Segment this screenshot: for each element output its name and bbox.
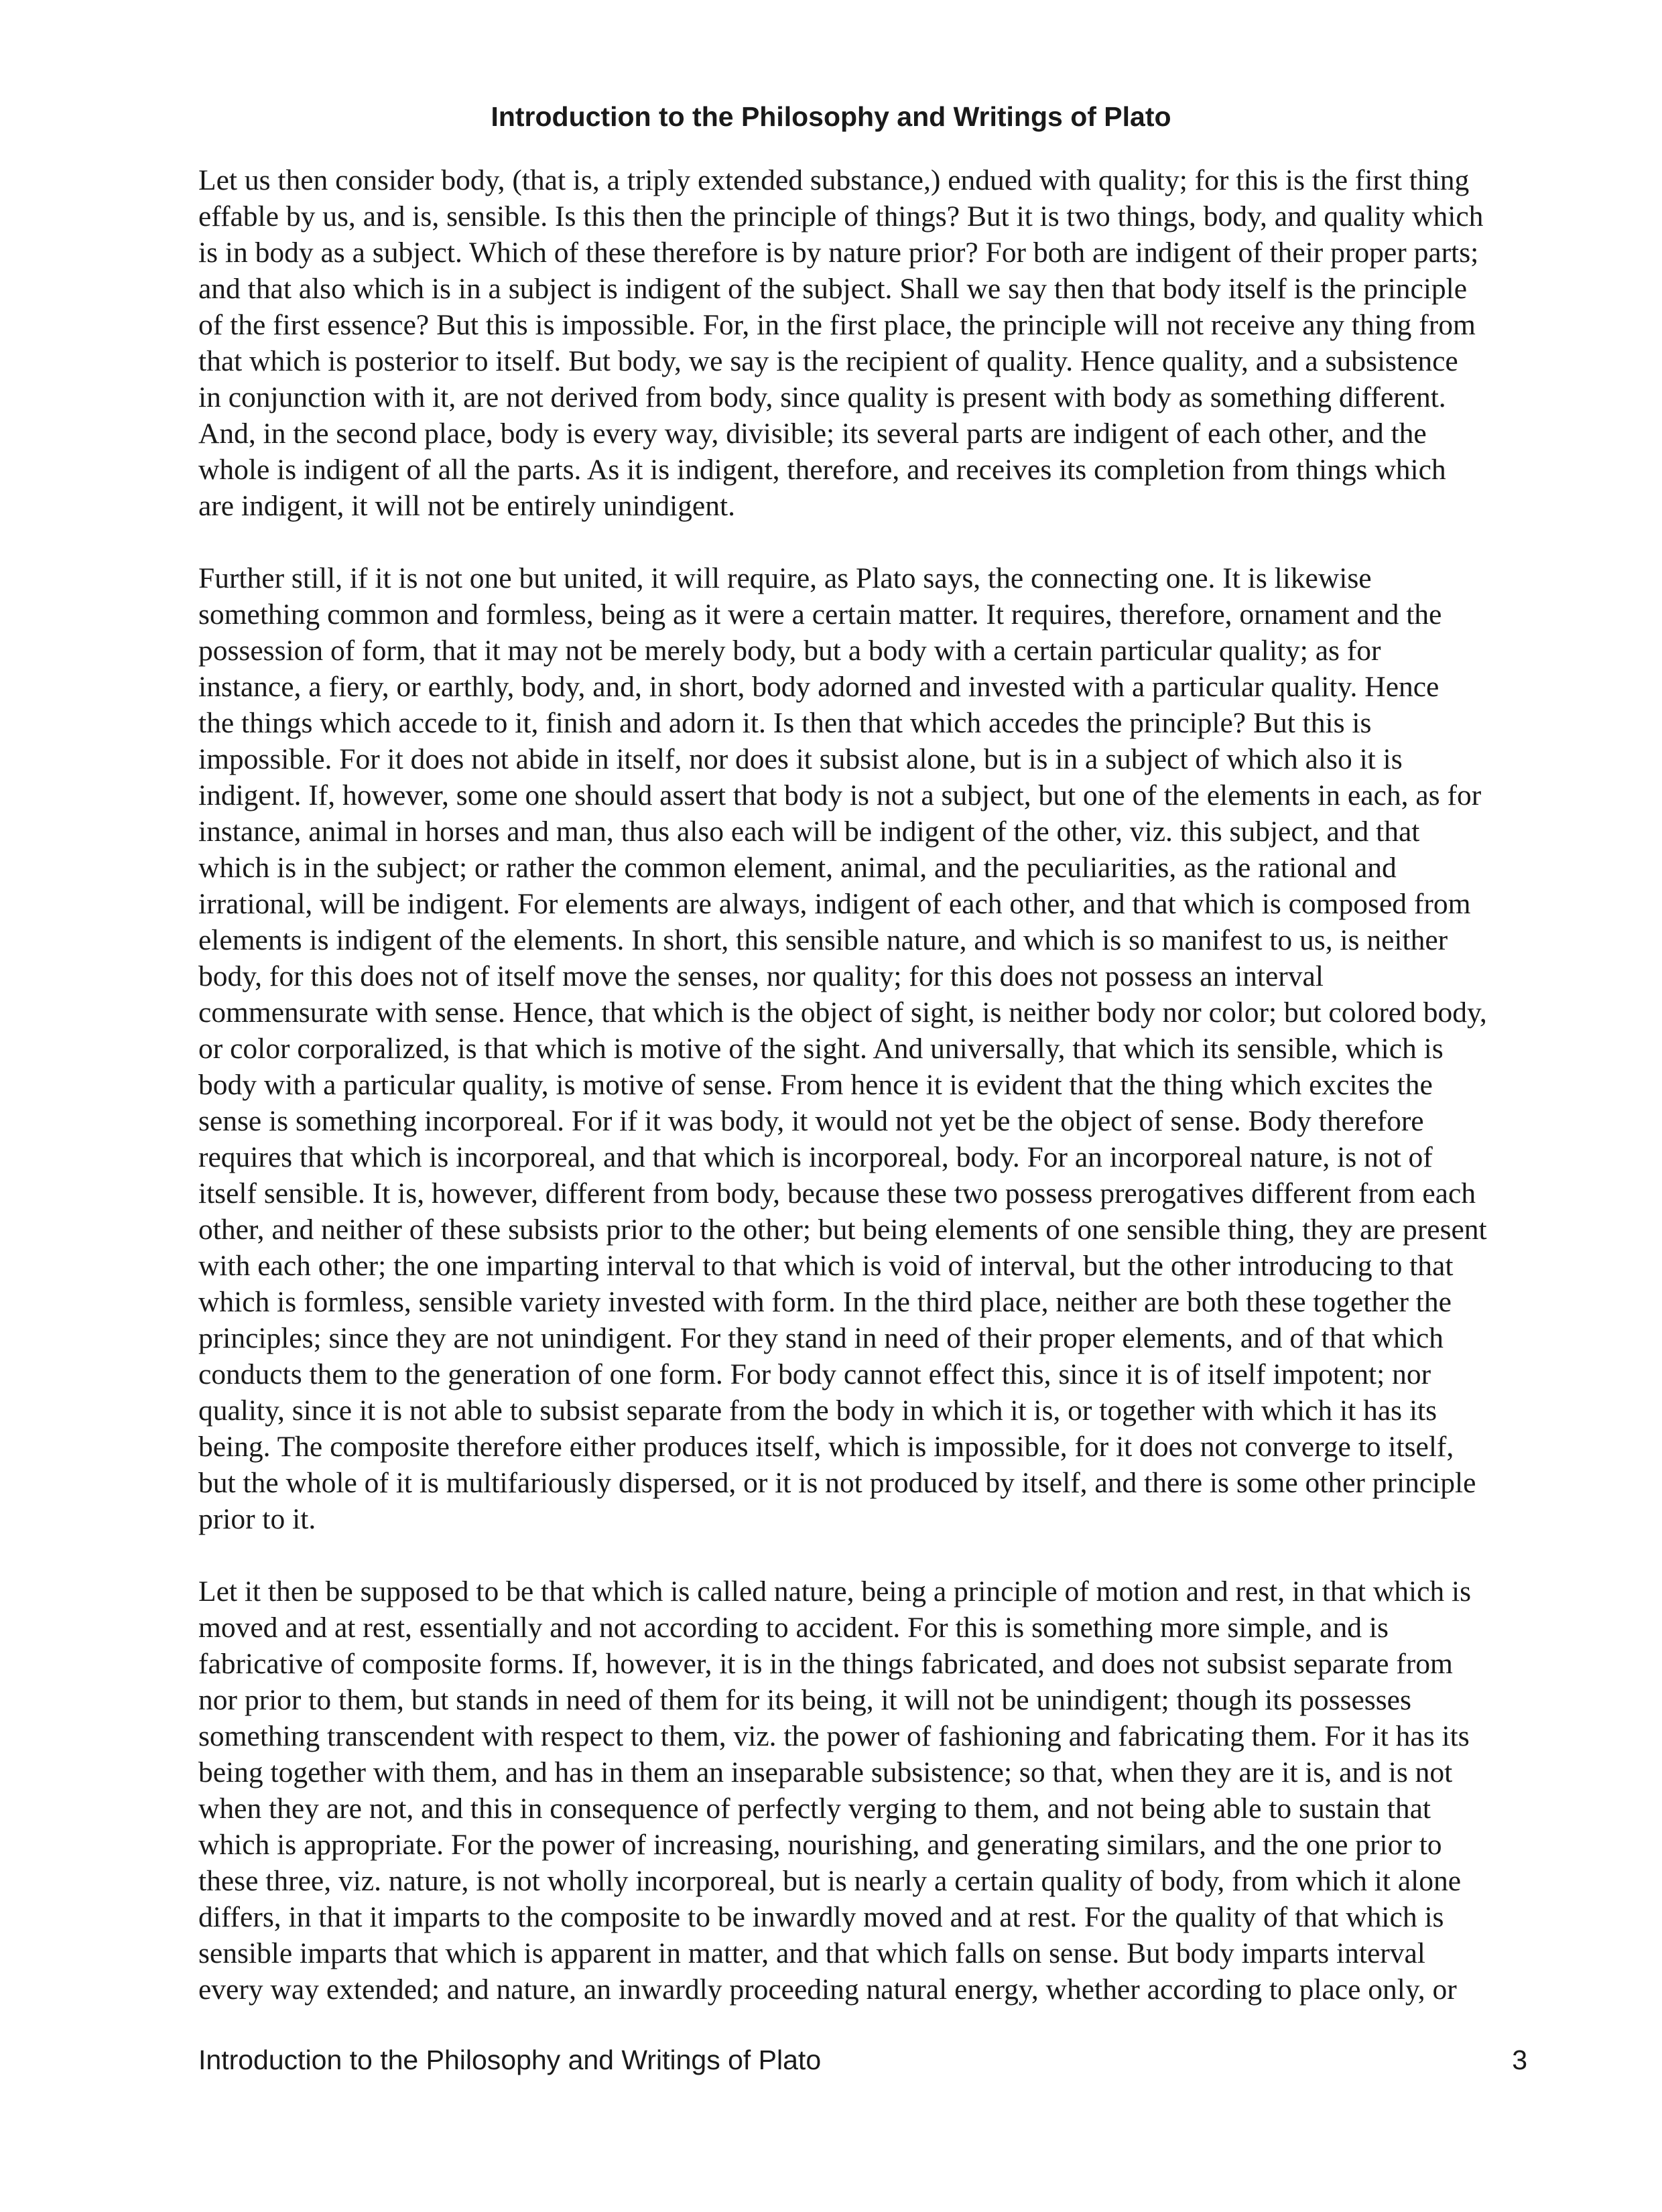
text-line: commensurate with sense. Hence, that which is the object of sight, is neither body nor color; but colored body, (198, 996, 1487, 1029)
text-line: itself sensible. It is, however, different from body, because these two possess prerogatives different from each (198, 1177, 1476, 1210)
text-line: other, and neither of these subsists prior to the other; but being elements of one sensible thing, they are present (198, 1214, 1487, 1246)
text-line: Further still, if it is not one but united, it will require, as Plato says, the connecting one. It is likewise (198, 562, 1372, 594)
text-line: sense is something incorporeal. For if it was body, it would not yet be the object of sense. Body therefore (198, 1105, 1424, 1137)
text-line: every way extended; and nature, an inwardly proceeding natural energy, whether according to place only, or (198, 1973, 1457, 2006)
text-line: elements is indigent of the elements. In short, this sensible nature, and which is so manifest to us, is neither (198, 924, 1448, 956)
text-line: sensible imparts that which is apparent in matter, and that which falls on sense. But body imparts interval (198, 1937, 1425, 1969)
text-line: fabricative of composite forms. If, however, it is in the things fabricated, and does not subsist separate from (198, 1648, 1453, 1680)
text-line: something common and formless, being as it were a certain matter. It requires, therefore, ornament and the (198, 598, 1442, 631)
text-line: body with a particular quality, is motive of sense. From hence it is evident that the thing which excites the (198, 1069, 1433, 1101)
text-line: being. The composite therefore either produces itself, which is impossible, for it does not converge to itself, (198, 1431, 1454, 1463)
text-line: these three, viz. nature, is not wholly incorporeal, but is nearly a certain quality of body, from which it alone (198, 1865, 1462, 1897)
text-line: but the whole of it is multifariously dispersed, or it is not produced by itself, and there is some other principle (198, 1467, 1476, 1499)
footer-title: Introduction to the Philosophy and Writings of Plato (198, 2044, 822, 2075)
text-line: is in body as a subject. Which of these therefore is by nature prior? For both are indigent of their proper parts; (198, 237, 1479, 269)
page-number: 3 (1512, 2044, 1527, 2075)
text-line: being together with them, and has in them an inseparable subsistence; so that, when they are it is, and is not (198, 1756, 1453, 1788)
text-line: Let it then be supposed to be that which is called nature, being a principle of motion and rest, in that which is (198, 1575, 1472, 1608)
text-line: instance, a fiery, or earthly, body, and, in short, body adorned and invested with a particular quality. Hence (198, 671, 1440, 703)
paragraph-3 (198, 1573, 1535, 2008)
text-line: possession of form, that it may not be merely body, but a body with a certain particular quality; as for (198, 635, 1381, 667)
text-line: that which is posterior to itself. But body, we say is the recipient of quality. Hence quality, and a subsistence (198, 345, 1458, 377)
text-line: impossible. For it does not abide in itself, nor does it subsist alone, but is in a subject of which also it is (198, 743, 1403, 775)
text-line: indigent. If, however, some one should assert that body is not a subject, but one of the elements in each, as for (198, 779, 1482, 811)
text-line: body, for this does not of itself move the senses, nor quality; for this does not possess an interval (198, 960, 1324, 992)
text-line: something transcendent with respect to them, viz. the power of fashioning and fabricating them. For it has its (198, 1720, 1470, 1752)
text-line: And, in the second place, body is every way, divisible; its several parts are indigent of each other, and the (198, 417, 1427, 450)
text-line: are indigent, it will not be entirely unindigent. (198, 490, 735, 522)
text-line: requires that which is incorporeal, and that which is incorporeal, body. For an incorporeal nature, is not of (198, 1141, 1433, 1173)
text-line: or color corporalized, is that which is motive of the sight. And universally, that which its sensible, which is (198, 1033, 1444, 1065)
text-line: prior to it. (198, 1503, 316, 1535)
text-line: differs, in that it imparts to the composite to be inwardly moved and at rest. For the quality of that which is (198, 1901, 1444, 1933)
running-header: Introduction to the Philosophy and Writings of Plato (491, 101, 1171, 132)
running-footer (198, 2042, 1527, 2077)
text-line: quality, since it is not able to subsist separate from the body in which it is, or together with which it has its (198, 1394, 1437, 1427)
text-line: effable by us, and is, sensible. Is this then the principle of things? But it is two things, body, and quality which (198, 200, 1484, 233)
paragraph-1 (198, 162, 1535, 524)
text-line: which is appropriate. For the power of increasing, nourishing, and generating similars, and the one prior to (198, 1829, 1442, 1861)
text-line: conducts them to the generation of one form. For body cannot effect this, since it is of itself impotent; nor (198, 1358, 1431, 1390)
text-line: whole is indigent of all the parts. As it is indigent, therefore, and receives its completion from things which (198, 454, 1446, 486)
text-line: principles; since they are not unindigent. For they stand in need of their proper elements, and of that which (198, 1322, 1444, 1354)
text-line: instance, animal in horses and man, thus also each will be indigent of the other, viz. this subject, and that (198, 816, 1420, 848)
text-line: and that also which is in a subject is indigent of the subject. Shall we say then that body itself is the principle (198, 273, 1468, 305)
text-line: with each other; the one imparting interval to that which is void of interval, but the other introducing to that (198, 1250, 1454, 1282)
text-line: when they are not, and this in consequence of perfectly verging to them, and not being able to sustain that (198, 1793, 1431, 1825)
page-body (198, 162, 1535, 2008)
text-line: irrational, will be indigent. For elements are always, indigent of each other, and that which is composed from (198, 888, 1471, 920)
text-line: the things which accede to it, finish and adorn it. Is then that which accedes the principle? But this is (198, 707, 1372, 739)
text-line: in conjunction with it, are not derived from body, since quality is present with body as something different. (198, 381, 1446, 413)
text-line: of the first essence? But this is impossible. For, in the first place, the principle will not receive any thing from (198, 309, 1476, 341)
text-line: Let us then consider body, (that is, a triply extended substance,) endued with quality; for this is the first thing (198, 164, 1470, 196)
text-line: which is in the subject; or rather the common element, animal, and the peculiarities, as the rational and (198, 852, 1397, 884)
text-line: nor prior to them, but stands in need of them for its being, it will not be unindigent; though its possesses (198, 1684, 1411, 1716)
text-line: moved and at rest, essentially and not according to accident. For this is something more simple, and is (198, 1612, 1389, 1644)
text-line: which is formless, sensible variety invested with form. In the third place, neither are both these together the (198, 1286, 1452, 1318)
paragraph-2 (198, 560, 1535, 1537)
